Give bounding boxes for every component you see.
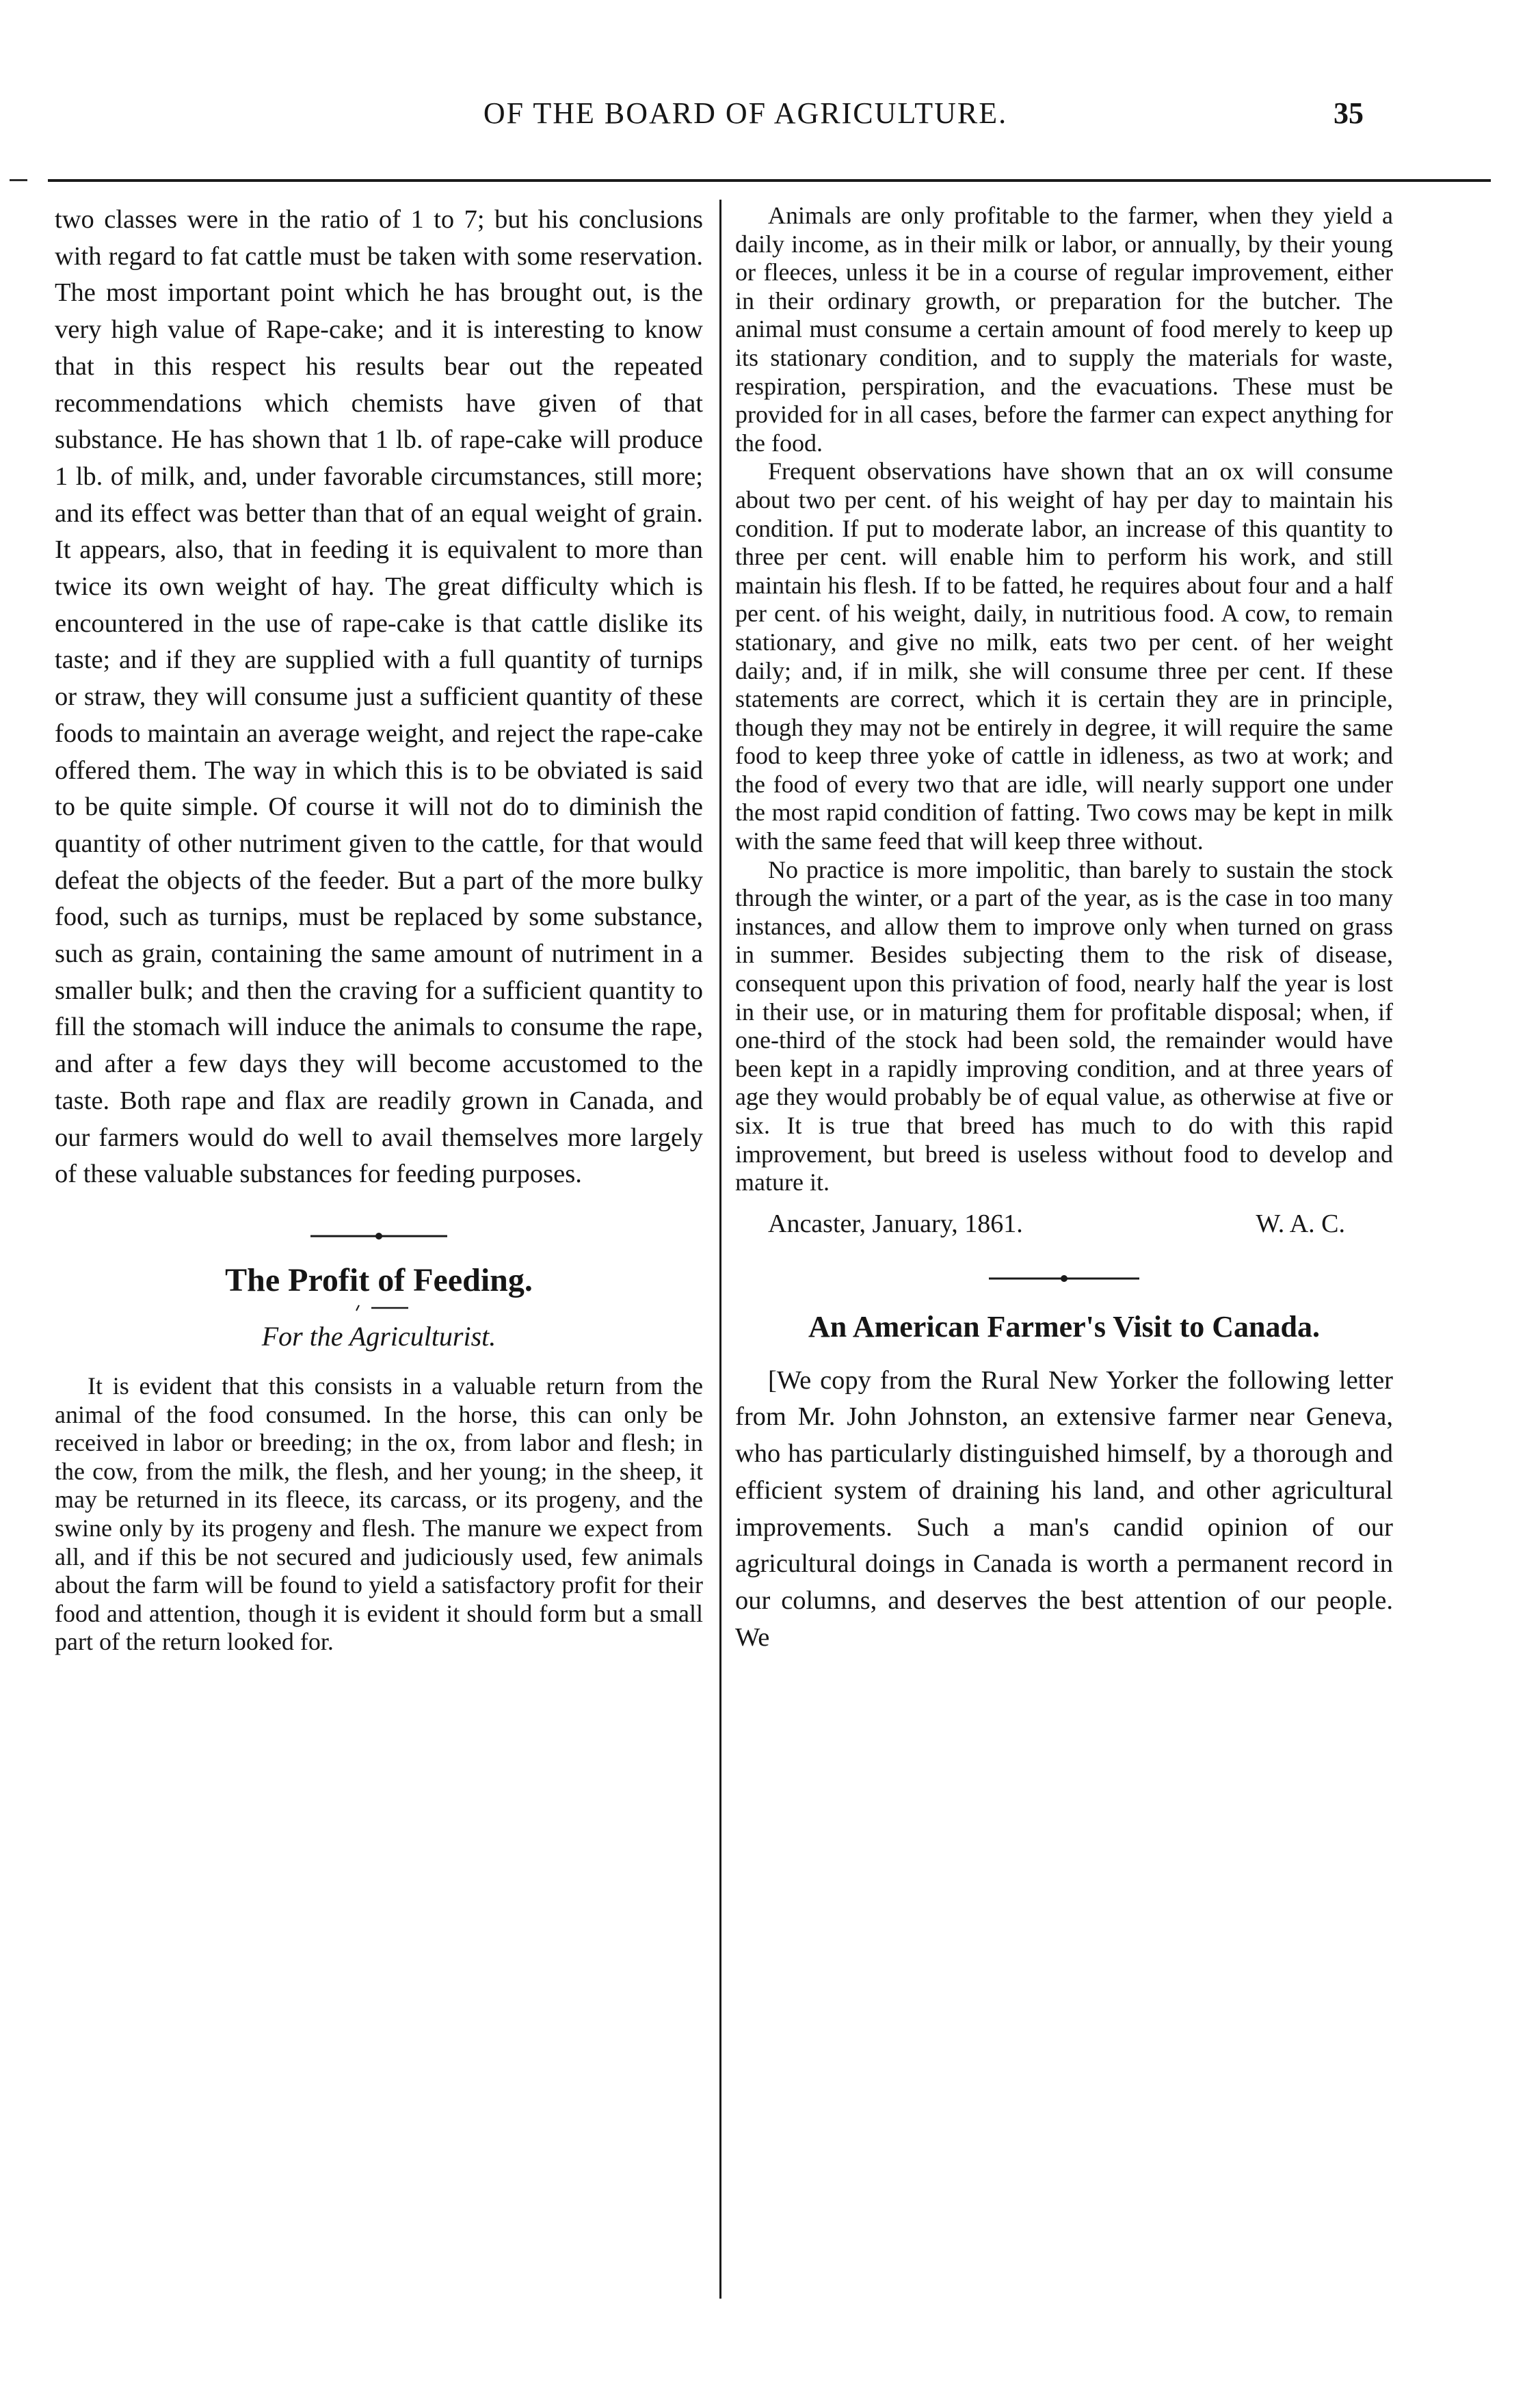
byline: For the Agriculturist.: [261, 1320, 496, 1352]
signature-initials: W. A. C.: [1256, 1209, 1345, 1238]
profit-of-feeding-paragraph: It is evident that this consists in a valuable return from the animal of the food consumed. In the horse, this can only be received in labor or breeding; in the ox, from labor and flesh; in the cow, from the milk, the flesh, and her young; in the sheep, it may be returned in its fleece, its carcass, or its progeny, and the swine only by its progeny and flesh. The manure we expect from all, and if this be not secured and judiciously used, few animals about the farm will be found to yield a satisfactory profit for their food and attention, though it is evident it should form but a small part of the return looked for.: [55, 1372, 703, 1656]
section-ornament: [310, 1231, 447, 1241]
signature-line: [768, 1205, 1345, 1242]
section-title: An American Farmer's Visit to Canada.: [808, 1309, 1320, 1343]
section-ornament: [989, 1274, 1139, 1283]
running-head: OF THE BOARD OF AGRICULTURE.: [483, 96, 1008, 130]
margin-tick: [10, 179, 27, 181]
header-rule: [48, 179, 1491, 182]
section-title: The Profit of Feeding.: [225, 1261, 533, 1298]
right-column: [735, 202, 1393, 1656]
animals-profitable-paragraph: Animals are only profitable to the farmer, when they yield a daily income, as in their milk or labor, or annually, by their young or fleeces, unless it be in a course of regular improvement, either in their ordinary growth, or preparation for the butcher. The animal must consume a certain amount of food merely to keep up its stationary condition, and to supply the materials for waste, respiration, perspiration, and the evacuations. These must be provided for in all cases, before the farmer can expect anything for the food.: [735, 202, 1393, 457]
rape-cake-paragraph: two classes were in the ratio of 1 to 7; but his conclusions with regard to fat cattle must be taken with some reservation. The most important point which he has brought out, is the very high value of Rape-cake; and it is interesting to know that in this respect his results bear out the repeated recommendations which chemists have given of that substance. He has shown that 1 lb. of rape-cake will produce 1 lb. of milk, and, under favorable circumstances, still more; and its effect was better than that of an equal weight of grain. It appears, also, that in feeding it is equivalent to more than twice its own weight of hay. The great difficulty which is encountered in the use of rape-cake is that cattle dislike its taste; and if they are supplied with a full quantity of turnips or straw, they will consume just a sufficient quantity of these foods to maintain an average weight, and reject the rape-cake offered them. The way in which this is to be obviated is said to be quite simple. Of course it will not do to diminish the quantity of other nutriment given to the cattle, for that would defeat the objects of the feeder. But a part of the more bulky food, such as turnips, must be replaced by some substance, such as grain, containing the same amount of nutriment in a smaller bulk; and then the craving for a sufficient quantity to fill the stomach will induce the animals to consume the rape, and after a few days they will become accustomed to the taste. Both rape and flax are readily grown in Canada, and our farmers would do well to avail themselves more largely of these valuable substances for feeding purposes.: [55, 205, 703, 1189]
signature-place-date: Ancaster, January, 1861.: [768, 1209, 1023, 1238]
farmer-visit-paragraph: [We copy from the Rural New Yorker the following letter from Mr. John Johnston, an extensive farmer near Geneva, who has particularly distinguished himself, by a thorough and efficient system of draining his land, and other agricultural improvements. Such a man's candid opinion of our agricultural doings in Canada is worth a permanent record in our columns, and deserves the best attention of our people. We: [735, 1365, 1393, 1652]
column-divider: [719, 200, 721, 2299]
left-column: [55, 202, 703, 1657]
page-number: 35: [1334, 96, 1364, 130]
title-underline: [348, 1304, 410, 1312]
frequent-observations-paragraph: Frequent observations have shown that an ox will consume about two per cent. of his weight of hay per day to maintain his condition. If put to moderate labor, an increase of this quantity to three per cent. will enable him to perform his work, and still maintain his flesh. If to be fatted, he requires about four and a half per cent. of his weight, daily, in nutritious food. A cow, to remain stationary, and give no milk, eats two per cent. of her weight daily; and, if in milk, she will consume three per cent. If these statements are correct, which it is certain they are in principle, though they may not be entirely in degree, it will require the same food to keep three yoke of cattle in idleness, as two at work; and the food of every two that are idle, will nearly support one under the most rapid condition of fatting. Two cows may be kept in milk with the same feed that will keep three without.: [735, 457, 1393, 855]
no-practice-paragraph: No practice is more impolitic, than barely to sustain the stock through the winter, or a part of the year, as is the case in too many instances, and allow them to improve only when turned on grass in summer. Besides subjecting them to the risk of disease, consequent upon this privation of food, nearly half the year is lost in their use, or in maturing them for profitable disposal; when, if one-third of the stock had been sold, the remainder would have been kept in a rapidly improving condition, and at three years of age they would probably be of equal value, as otherwise at five or six. It is true that breed has much to do with this rapid improvement, but breed is useless without food to develop and mature it.: [735, 855, 1393, 1196]
